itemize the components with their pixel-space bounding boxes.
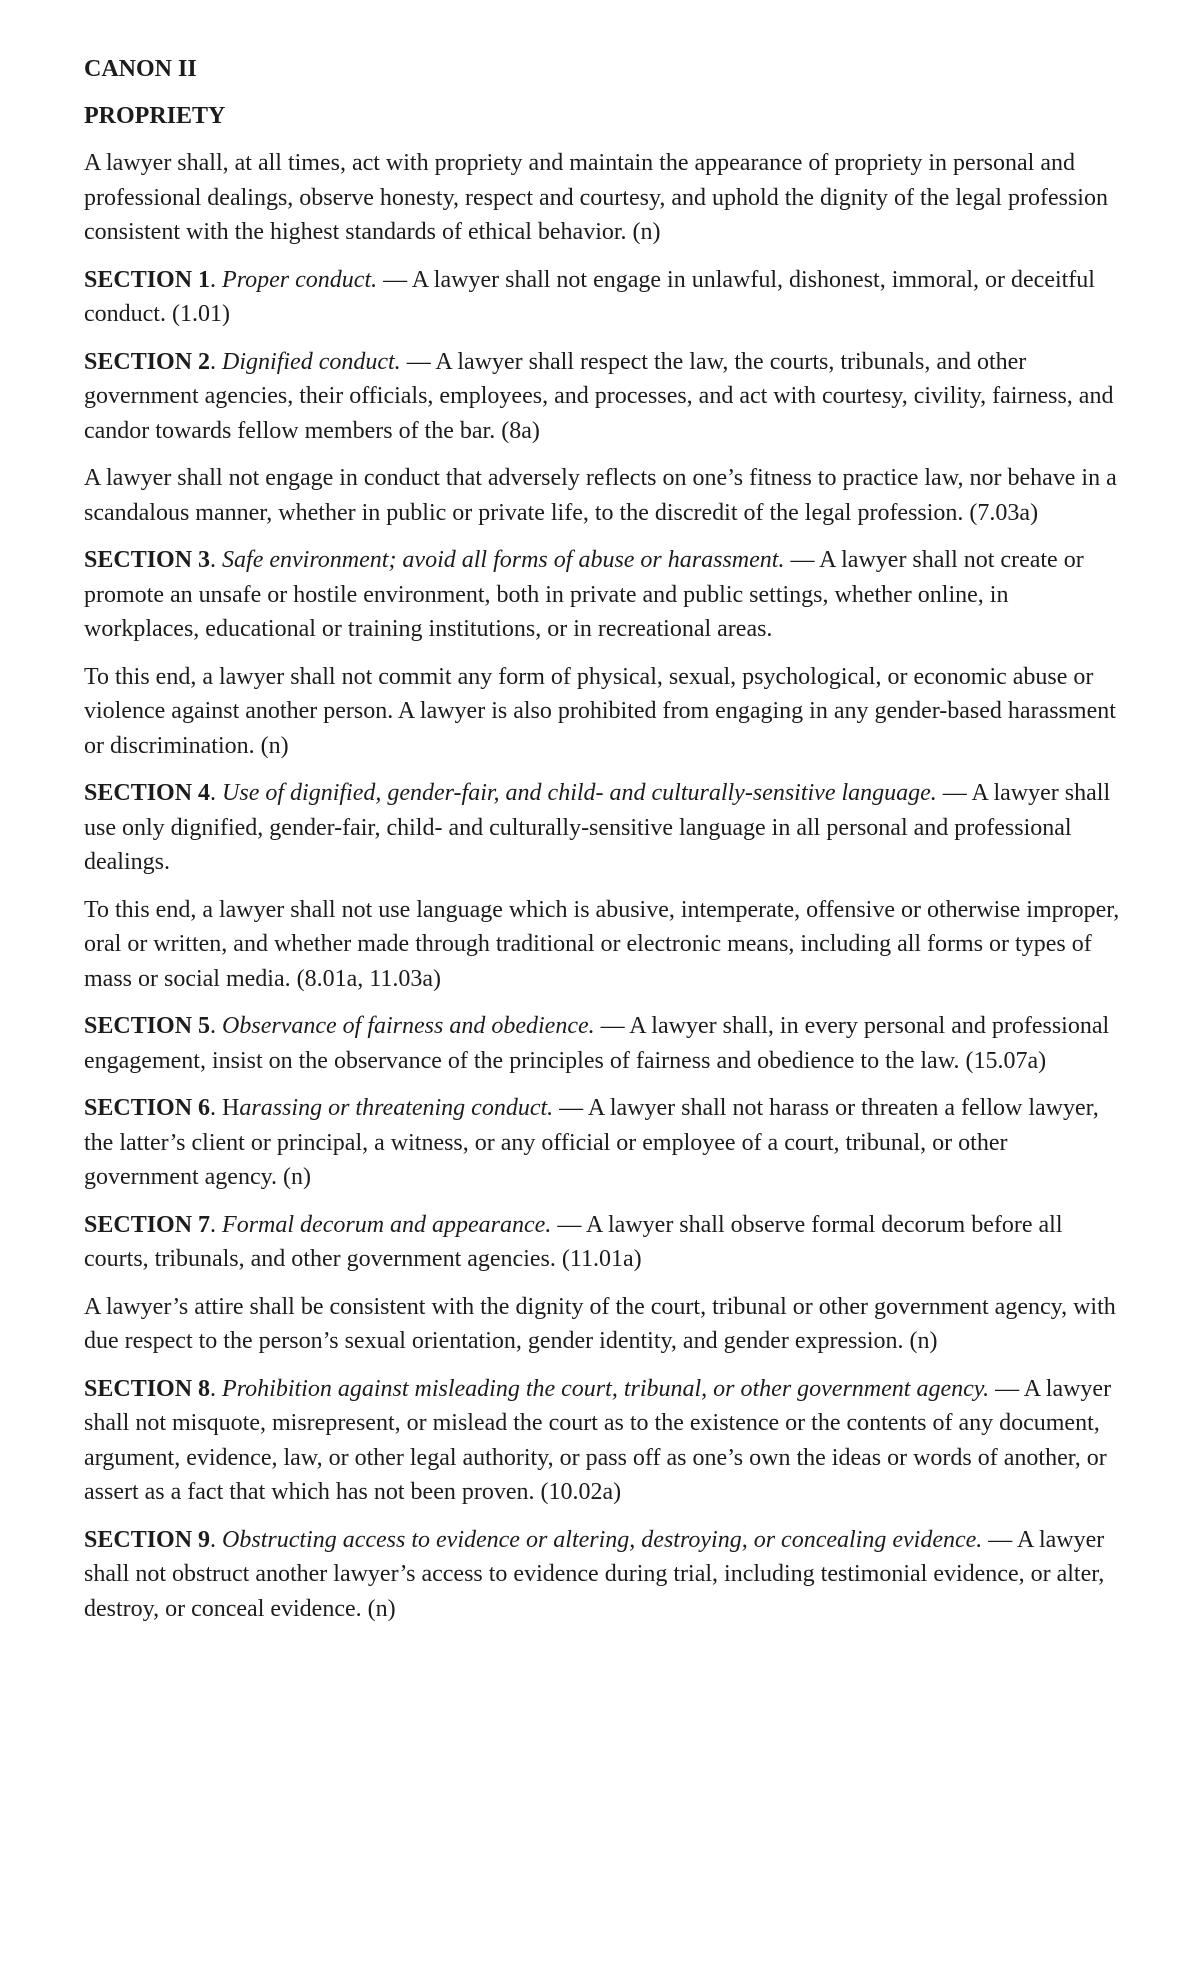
- section-body: — A lawyer shall observe formal decorum before all courts, tribunals, and other government agencies. (11.01a): [84, 1211, 1063, 1272]
- section-label: SECTION 8: [84, 1375, 211, 1402]
- section-1: SECTION 1. Proper conduct. — A lawyer shall not engage in unlawful, dishonest, immoral, or deceitful conduct. (1.01): [84, 266, 1095, 327]
- section-title: Dignified conduct.: [222, 348, 401, 375]
- section-3-paragraph: To this end, a lawyer shall not commit any form of physical, sexual, psychological, or economic abuse or violence against another person. A lawyer is also prohibited from engaging in any gender-based harassment or discrimination. (n): [84, 663, 1116, 759]
- section-body: — A lawyer shall not harass or threaten a fellow lawyer, the latter’s client or principal, a witness, or any official or employee of a court, tribunal, or other government agency. (n): [84, 1095, 1099, 1190]
- section-body: — A lawyer shall, in every personal and professional engagement, insist on the observance of the principles of fairness and obedience to the law. (15.07a): [84, 1013, 1110, 1074]
- section-label: SECTION 6: [84, 1095, 211, 1121]
- section-6: SECTION 6. Harassing or threatening conduct. — A lawyer shall not harass or threaten a fellow lawyer, the latter’s client or principal, a witness, or any official or employee of a court, tribunal, or other government agency. (n): [84, 1095, 1099, 1190]
- section-label: SECTION 5: [84, 1013, 211, 1039]
- section-body: — A lawyer shall not engage in unlawful, dishonest, immoral, or deceitful conduct. (1.01): [84, 266, 1095, 327]
- section-2: SECTION 2. Dignified conduct. — A lawyer shall respect the law, the courts, tribunals, and other government agencies, their officials, employees, and processes, and act with courtesy, civility, fairness, and candor towards fellow members of the bar. (8a): [84, 348, 1114, 444]
- section-8: SECTION 8. Prohibition against misleading the court, tribunal, or other government agency. — A lawyer shall not misquote, misrepresent, or mislead the court as to the existence or the contents of any document, argument, evidence, law, or other legal authority, or pass off as one’s own the ideas or words of another, or assert as a fact that which has not been proven. (10.02a): [84, 1375, 1112, 1505]
- section-body: — A lawyer shall not create or promote an unsafe or hostile environment, both in private and public settings, whether online, in workplaces, educational or training institutions, or in recreational areas.: [84, 547, 1084, 642]
- section-label: SECTION 1: [84, 266, 211, 293]
- section-4: SECTION 4. Use of dignified, gender-fair, and child- and culturally-sensitive language. — A lawyer shall use only dignified, gender-fair, child- and culturally-sensitive language in all personal and professional dealings.: [84, 780, 1111, 875]
- section-title: Prohibition against misleading the court, tribunal, or other government agency.: [222, 1375, 990, 1402]
- section-title: Formal decorum and appearance.: [222, 1211, 552, 1238]
- section-9: SECTION 9. Obstructing access to evidence or altering, destroying, or concealing evidence. — A lawyer shall not obstruct another lawyer’s access to evidence during trial, including testimonial evidence, or alter, destroy, or conceal evidence. (n): [84, 1526, 1105, 1622]
- section-7: SECTION 7. Formal decorum and appearance. — A lawyer shall observe formal decorum before all courts, tribunals, and other government agencies. (11.01a): [84, 1211, 1063, 1272]
- section-label: SECTION 9: [84, 1526, 211, 1553]
- section-body: — A lawyer shall respect the law, the courts, tribunals, and other government agencies, their officials, employees, and processes, and act with courtesy, civility, fairness, and candor towards fellow members of the bar. (8a): [84, 348, 1114, 444]
- section-title: Observance of fairness and obedience.: [222, 1013, 595, 1039]
- section-7-paragraph: A lawyer’s attire shall be consistent with the dignity of the court, tribunal or other government agency, with due respect to the person’s sexual orientation, gender identity, and gender expression. (n): [84, 1293, 1116, 1354]
- section-body: — A lawyer shall not obstruct another lawyer’s access to evidence during trial, including testimonial evidence, or alter, destroy, or conceal evidence. (n): [84, 1526, 1105, 1622]
- section-title: Proper conduct.: [222, 266, 378, 293]
- section-2-paragraph: A lawyer shall not engage in conduct that adversely reflects on one’s fitness to practice law, nor behave in a scandalous manner, whether in public or private life, to the discredit of the legal profession. (7.03a): [84, 465, 1117, 526]
- canon-intro: A lawyer shall, at all times, act with propriety and maintain the appearance of propriety in personal and professional dealings, observe honesty, respect and courtesy, and uphold the dignity of the legal profession consistent with the highest standards of ethical behavior. (n): [84, 150, 1108, 245]
- section-title: Safe environment; avoid all forms of abuse or harassment.: [222, 547, 785, 573]
- section-title: Obstructing access to evidence or altering, destroying, or concealing evidence.: [222, 1526, 983, 1553]
- section-body: — A lawyer shall not misquote, misrepresent, or mislead the court as to the existence or the contents of any document, argument, evidence, law, or other legal authority, or pass off as one’s own the ideas or words of another, or assert as a fact that which has not been proven. (10.02a): [84, 1375, 1112, 1505]
- canon-number: CANON II: [84, 56, 197, 82]
- canon-title: PROPRIETY: [84, 103, 226, 129]
- section-label: SECTION 2: [84, 348, 211, 375]
- section-5: SECTION 5. Observance of fairness and obedience. — A lawyer shall, in every personal and professional engagement, insist on the observance of the principles of fairness and obedience to the law. (15.07a): [84, 1013, 1110, 1074]
- section-body: — A lawyer shall use only dignified, gender-fair, child- and culturally-sensitive language in all personal and professional dealings.: [84, 780, 1111, 875]
- section-title: Use of dignified, gender-fair, and child- and culturally-sensitive language.: [222, 780, 937, 806]
- section-label: SECTION 3: [84, 547, 211, 573]
- section-title: arassing or threatening conduct.: [239, 1095, 554, 1121]
- section-3: SECTION 3. Safe environment; avoid all forms of abuse or harassment. — A lawyer shall not create or promote an unsafe or hostile environment, both in private and public settings, whether online, in workplaces, educational or training institutions, or in recreational areas.: [84, 547, 1084, 642]
- section-4-paragraph: To this end, a lawyer shall not use language which is abusive, intemperate, offensive or otherwise improper, oral or written, and whether made through traditional or electronic means, including all forms or types of mass or social media. (8.01a, 11.03a): [84, 896, 1120, 992]
- sections-list: [84, 263, 1120, 1627]
- section-label: SECTION 4: [84, 780, 211, 806]
- section-title-prefix: H: [222, 1095, 240, 1121]
- section-label: SECTION 7: [84, 1211, 211, 1238]
